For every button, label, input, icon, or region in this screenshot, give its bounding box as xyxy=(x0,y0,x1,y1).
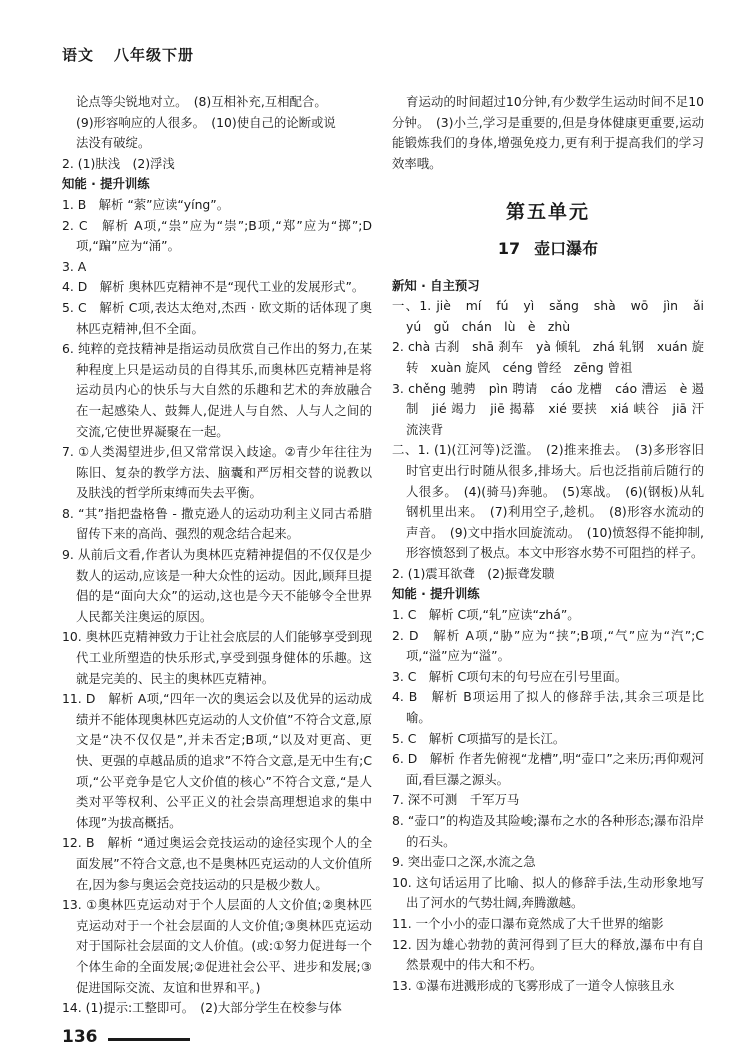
lesson-title xyxy=(392,239,704,260)
answer-line: 10. 这句话运用了比喻、拟人的修辞手法,生动形象地写出了河水的气势壮阔,奔腾激越。 xyxy=(392,874,704,911)
answer-line: 7. ①人类渴望进步,但又常常误入歧途。②青少年往往为陈旧、复杂的教学方法、脑囊和严厉相交替的说教以及肤浅的哲学所束缚而失去平衡。 xyxy=(62,444,372,501)
answer-line: 3. chěng 驰骋 pìn 聘请 cáo 龙槽 cáo 漕运 è 遏制 jié 竭力 jiē 揭幕 xié 要挟 xiá 峡谷 jiā 汗流浃背 xyxy=(392,380,704,437)
answer-line: 14. (1)提示:工整即可。 (2)大部分学生在校参与体 xyxy=(62,1000,342,1016)
answer-line: 8. “其”指把盎格鲁 - 撒克逊人的运动功利主义同古希腊留传下来的高尚、强烈的观念结合起来。 xyxy=(62,505,372,542)
answer-line: 论点等尖锐地对立。 (8)互相补充,互相配合。 xyxy=(76,94,327,109)
answer-line: 2. D 解析 A项,“胁”应为“挟”;B项,“气”应为“汽”;C项,“溢”应为“溢”。 xyxy=(392,627,704,664)
answer-line: 13. ①奥林匹克运动对于个人层面的人文价值;②奥林匹克运动对于一个社会层面的人文价值;③奥林匹克运动对于国际社会层面的文人价值。(或:①努力促进每一个个体生命的全面发展;②促进社会公平、进步和发展;③促进国际交流、友谊和世界和平。) xyxy=(62,897,372,995)
answer-line: 法没有破绽。 xyxy=(76,135,151,151)
answer-line: 2. (1)震耳欲聋 (2)振聋发聩 xyxy=(392,565,555,581)
answer-line: 13. ①瀑布进溅形成的飞雾形成了一道令人惊骇且永 xyxy=(392,977,675,993)
answer-line: 1. B 解析 “萦”应读“yíng”。 xyxy=(62,196,230,212)
left-column xyxy=(62,92,372,1019)
answer-line: 10. 奥林匹克精神致力于让社会底层的人们能够享受到现代工业所塑造的快乐形式,享受到强身健体的乐趣。这就是完美的、民主的奥林匹克精神。 xyxy=(62,629,372,686)
answer-line: 4. D 解析 奥林匹克精神不是“现代工业的发展形式”。 xyxy=(62,279,365,295)
section-heading: 知能 · 提升训练 xyxy=(62,176,150,192)
answer-line: 11. 一个小小的壶口瀑布竟然成了大千世界的缩影 xyxy=(392,915,664,931)
answer-line: 6. 纯粹的竞技精神是指运动员欣赏自己作出的努力,在某种程度上只是运动员的自得其乐,而奥林匹克精神是将运动员内心的快乐与大自然的乐趣和艺术的奔放融合在一起感染人、鼓舞人,促进人与自然、人与人之间的交流,它使世界凝聚在一起。 xyxy=(62,341,372,439)
page-header xyxy=(62,44,194,65)
answer-line: 7. 深不可测 千军万马 xyxy=(392,792,520,808)
right-column xyxy=(392,92,717,996)
lesson-name: 壶口瀑布 xyxy=(534,238,599,258)
subject-label: 语文 xyxy=(62,46,95,64)
footer-rule xyxy=(108,1038,190,1041)
answer-line: 4. B 解析 B项运用了拟人的修辞手法,其余三项是比喻。 xyxy=(392,689,704,726)
lesson-answers xyxy=(392,276,717,997)
section-heading: 知能 · 提升训练 xyxy=(392,586,480,602)
answer-line: 5. C 解析 C项,表达太绝对,杰西 · 欧文斯的话体现了奥林匹克精神,但不全面。 xyxy=(62,299,372,336)
grade-label: 八年级下册 xyxy=(114,46,195,64)
answer-line: 12. B 解析 “通过奥运会竞技运动的途径实现个人的全面发展”不符合文意,也不是奥林匹克运动的人文价值所在,因为参与奥运会竞技运动的只是极少数人。 xyxy=(62,835,372,892)
answer-line: 5. C 解析 C项描写的是长江。 xyxy=(392,730,566,746)
answer-line: 育运动的时间超过10分钟,有少数学生运动时间不足10分钟。 (3)小兰,学习是重要的,但是身体健康更重要,运动能锻炼我们的身体,增强免疫力,更有利于提高我们的学习效率哦。 xyxy=(392,94,704,171)
answer-line: 12. 因为雄心勃勃的黄河得到了巨大的释放,瀑布中有自然景观中的伟大和不朽。 xyxy=(392,936,704,973)
answer-line: 2. (1)肤浅 (2)浮浅 xyxy=(62,155,175,171)
answer-line: 8. “壶口”的构造及其险峻;瀑布之水的各种形态;瀑布沿岸的石头。 xyxy=(392,813,704,849)
answer-line: 2. C 解析 A项,“祟”应为“崇”;B项,“郑”应为“掷”;D项,“蹁”应为“涌”。 xyxy=(62,217,372,254)
answer-line: 9. 从前后文看,作者认为奥林匹克精神提倡的不仅仅是少数人的运动,应该是一种大众性的运动。因此,顾拜旦提倡的是“面向大众”的运动,这也是今天不能够令全世界人民都关注奥运的原因。 xyxy=(62,547,372,624)
lesson-number: 17 xyxy=(497,238,521,258)
right-column-continuation xyxy=(392,92,704,174)
answer-line: 9. 突出壶口之深,水流之急 xyxy=(392,854,536,870)
answer-line: 3. A xyxy=(62,258,87,274)
page-footer xyxy=(62,1027,190,1047)
section-heading: 新知 · 自主预习 xyxy=(392,277,480,293)
answer-line: 1. C 解析 C项,“轧”应读“zhá”。 xyxy=(392,607,580,623)
answer-line: 二、1. (1)(江河等)泛滥。 (2)推来推去。 (3)多形容旧时官吏出行时随从很多,排场大。后也泛指前后随行的人很多。 (4)(骑马)奔驰。 (5)寒战。 (6)(钢板)从轧钢机里出来。 (7)利用空子,趁机。 (8)形容水流动的声音。 (9)文中指水回旋流动。 (10)愤怒得不能抑制,形容愤怒到了极点。本文中形容水势不可阻挡的样子。 xyxy=(392,442,704,561)
answer-line: (9)形容响应的人很多。 (10)使自己的论断或说 xyxy=(76,114,336,130)
unit-title: 第五单元 xyxy=(505,201,590,224)
answer-line: 11. D 解析 A项,“四年一次的奥运会以及优异的运动成绩并不能体现奥林匹克运动的人文价值”不符合文意,原文是“决不仅仅是”,并未否定;B项,“以及对更高、更快、更强的卓越品质的追求”不符合文意,是无中生有;C项,“公平竞争是它人文价值的核心”不符合文意,“是人类对平等权利、公平正义的社会崇高理想追求的集中体现”为拔高概括。 xyxy=(62,691,372,830)
answer-line: 2. chà 古刹 shā 刹车 yà 倾轧 zhá 轧钢 xuán 旋转 xuàn 旋风 céng 曾经 zēng 曾祖 xyxy=(392,339,704,375)
answer-line: 一、1. jiè mí fú yì sǎng shà wō jìn ǎi yú gǔ chán lù è zhù xyxy=(392,298,717,334)
answer-line: 3. C 解析 C项句末的句号应在引号里面。 xyxy=(392,668,628,684)
answer-line: 6. D 解析 作者先俯视“龙槽”,明“壶口”之来历;再仰观河面,看巨瀑之源头。 xyxy=(392,751,704,787)
page-number: 136 xyxy=(62,1027,98,1047)
